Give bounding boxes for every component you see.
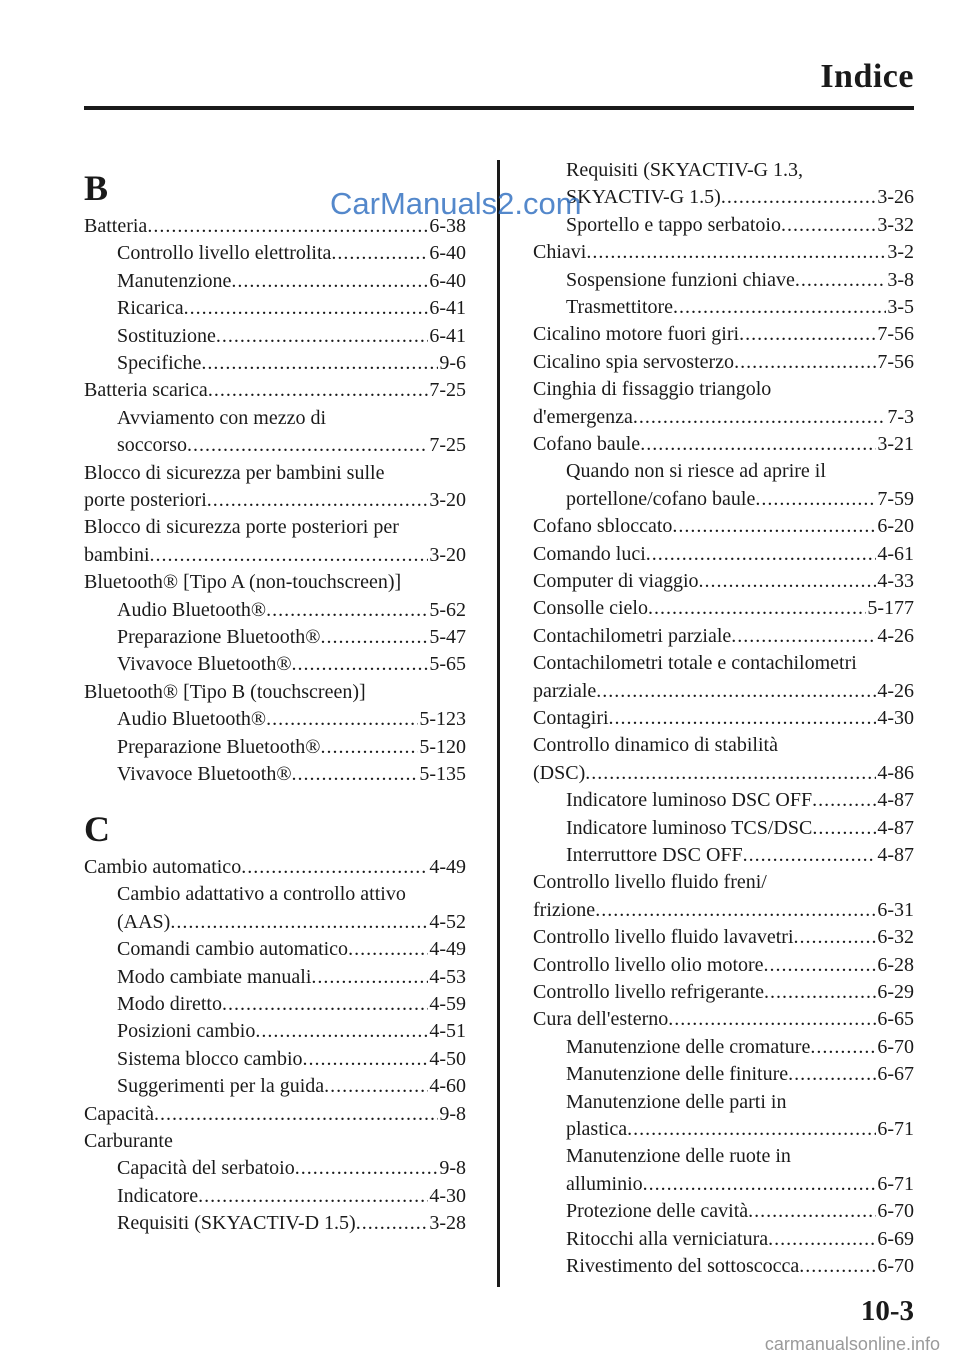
- entry-text: Controllo livello elettrolita: [117, 242, 332, 264]
- entry-text: Sportello e tappo serbatoio: [566, 214, 781, 236]
- entry-page-ref: 6-38: [429, 215, 466, 237]
- entry-text: Cofano baule: [533, 433, 641, 455]
- entry-page-ref: 4-30: [877, 707, 914, 729]
- entry-text: parziale: [533, 680, 597, 702]
- entry-page-ref: 4-60: [429, 1075, 466, 1097]
- entry-text: porte posteriori: [84, 489, 207, 511]
- index-subentry: [566, 787, 914, 814]
- entry-text: Manutenzione: [117, 270, 232, 292]
- entry-page-ref: 6-41: [429, 325, 466, 347]
- entry-text: Indicatore luminoso DSC OFF: [566, 789, 813, 811]
- entry-text: Chiavi: [533, 241, 587, 263]
- index-entry: [84, 1128, 466, 1155]
- entry-page-ref: 6-29: [877, 981, 914, 1003]
- entry-text: Vivavoce Bluetooth®: [117, 763, 292, 785]
- entry-page-ref: 3-21: [877, 433, 914, 455]
- entry-text: Ritocchi alla verniciatura: [566, 1228, 769, 1250]
- entry-text: Preparazione Bluetooth®: [117, 626, 321, 648]
- dot-leader: [187, 432, 428, 459]
- dot-leader: [170, 909, 428, 936]
- entry-text: Batteria: [84, 215, 148, 237]
- index-subentry: [566, 458, 914, 485]
- entry-page-ref: 3-20: [429, 489, 466, 511]
- entry-page-ref: 9-8: [439, 1103, 466, 1125]
- entry-text: Controllo livello refrigerante: [533, 981, 765, 1003]
- page-number: 10-3: [860, 1295, 914, 1327]
- dot-leader: [198, 1183, 428, 1210]
- entry-text: Cinghia di fissaggio triangolo: [533, 378, 772, 400]
- entry-text: Comandi cambio automatico: [117, 938, 349, 960]
- index-entry: [84, 1101, 466, 1128]
- entry-text: Interruttore DSC OFF: [566, 844, 743, 866]
- entry-text: Cicalino spia servosterzo: [533, 351, 735, 373]
- index-subentry: [566, 1226, 914, 1253]
- entry-page-ref: 4-87: [877, 817, 914, 839]
- entry-text: Rivestimento del sottoscocca: [566, 1255, 800, 1277]
- index-subentry: [117, 964, 466, 991]
- dot-leader: [295, 1155, 439, 1182]
- entry-page-ref: 9-8: [439, 1157, 466, 1179]
- index-entry: [84, 377, 466, 404]
- entry-page-ref: 7-25: [429, 434, 466, 456]
- index-subentry: [566, 294, 914, 321]
- index-subentry: [117, 1073, 466, 1100]
- entry-page-ref: 6-28: [877, 954, 914, 976]
- dot-leader: [731, 623, 876, 650]
- dot-leader: [812, 787, 876, 814]
- dot-leader: [320, 734, 418, 761]
- entry-page-ref: 4-87: [877, 789, 914, 811]
- dot-leader: [755, 486, 876, 513]
- entry-text: Cambio automatico: [84, 856, 242, 878]
- entry-text: Consolle cielo: [533, 597, 648, 619]
- entry-page-ref: 6-69: [877, 1228, 914, 1250]
- entry-page-ref: 3-28: [429, 1212, 466, 1234]
- index-subentry: [117, 1155, 466, 1182]
- entry-text: frizione: [533, 899, 596, 921]
- dot-leader: [184, 295, 429, 322]
- entry-text: Comando luci: [533, 543, 646, 565]
- index-entry: [533, 431, 914, 458]
- entry-page-ref: 7-25: [429, 379, 466, 401]
- entry-text: Specifiche: [117, 352, 202, 374]
- index-subentry: [566, 1034, 914, 1061]
- entry-text: Modo cambiate manuali: [117, 966, 312, 988]
- index-subentry: [117, 734, 466, 761]
- entry-text: Requisiti (SKYACTIV-G 1.3,: [566, 159, 804, 181]
- entry-text: Cofano sbloccato: [533, 515, 673, 537]
- index-entry: [533, 376, 914, 403]
- index-subentry: [566, 1061, 914, 1088]
- entry-page-ref: 6-40: [429, 242, 466, 264]
- entry-text: Avviamento con mezzo di: [117, 407, 327, 429]
- index-subentry: [117, 1018, 466, 1045]
- entry-text: Contachilometri totale e contachilometri: [533, 652, 857, 674]
- entry-text: (DSC): [533, 762, 586, 784]
- entry-text: Cura dell'esterno: [533, 1008, 669, 1030]
- index-entry: [533, 404, 914, 431]
- entry-page-ref: 5-47: [429, 626, 466, 648]
- entry-text: Contagiri: [533, 707, 609, 729]
- entry-text: Sospensione funzioni chiave: [566, 269, 795, 291]
- entry-text: Vivavoce Bluetooth®: [117, 653, 292, 675]
- entry-text: alluminio: [566, 1173, 643, 1195]
- dot-leader: [781, 212, 876, 239]
- dot-leader: [748, 1198, 876, 1225]
- entry-text: Capacità: [84, 1103, 154, 1125]
- entry-text: Controllo livello fluido lavavetri: [533, 926, 794, 948]
- entry-text: Sostituzione: [117, 325, 216, 347]
- entry-page-ref: 9-6: [439, 352, 466, 374]
- entry-page-ref: 4-52: [429, 911, 466, 933]
- entry-text: Ricarica: [117, 297, 184, 319]
- index-entry: [533, 595, 914, 622]
- index-subentry: [117, 350, 466, 377]
- dot-leader: [799, 1253, 876, 1280]
- dot-leader: [586, 239, 886, 266]
- index-entry: [533, 705, 914, 732]
- entry-text: Carburante: [84, 1130, 173, 1152]
- dot-leader: [331, 240, 428, 267]
- entry-page-ref: 3-26: [877, 186, 914, 208]
- index-entry: [533, 1006, 914, 1033]
- entry-text: Manutenzione delle ruote in: [566, 1145, 791, 1167]
- entry-page-ref: 4-50: [429, 1048, 466, 1070]
- entry-page-ref: 4-51: [429, 1020, 466, 1042]
- entry-text: Computer di viaggio: [533, 570, 699, 592]
- index-entry: [533, 869, 914, 896]
- dot-leader: [699, 568, 877, 595]
- entry-page-ref: 4-30: [429, 1185, 466, 1207]
- entry-page-ref: 6-40: [429, 270, 466, 292]
- index-subentry: [117, 1046, 466, 1073]
- dot-leader: [609, 705, 877, 732]
- entry-text: Indicatore luminoso TCS/DSC: [566, 817, 813, 839]
- index-entry: [533, 760, 914, 787]
- entry-page-ref: 5-65: [429, 653, 466, 675]
- entry-text: Blocco di sicurezza per bambini sulle: [84, 462, 385, 484]
- index-subentry: [566, 1143, 914, 1170]
- index-subentry: [566, 1198, 914, 1225]
- entry-page-ref: 6-71: [877, 1173, 914, 1195]
- entry-text: Cicalino motore fuori giri: [533, 323, 740, 345]
- index-entry: [533, 623, 914, 650]
- index-entry: [533, 650, 914, 677]
- entry-text: Contachilometri parziale: [533, 625, 732, 647]
- dot-leader: [231, 268, 428, 295]
- dot-leader: [303, 1046, 429, 1073]
- index-subentry: [117, 240, 466, 267]
- index-entry: [84, 679, 466, 706]
- entry-text: Manutenzione delle parti in: [566, 1091, 787, 1113]
- entry-page-ref: 6-71: [877, 1118, 914, 1140]
- dot-leader: [208, 377, 429, 404]
- entry-text: Quando non si riesce ad aprire il: [566, 460, 826, 482]
- index-subentry: [566, 157, 914, 184]
- dot-leader: [292, 761, 419, 788]
- entry-text: Batteria scarica: [84, 379, 208, 401]
- dot-leader: [739, 321, 876, 348]
- index-subentry: [117, 268, 466, 295]
- entry-text: Audio Bluetooth®: [117, 708, 267, 730]
- entry-text: Protezione delle cavità: [566, 1200, 749, 1222]
- dot-leader: [721, 184, 877, 211]
- index-subentry: [117, 761, 466, 788]
- entry-page-ref: 4-86: [877, 762, 914, 784]
- entry-page-ref: 3-20: [429, 544, 466, 566]
- index-subentry: [566, 267, 914, 294]
- dot-leader: [672, 513, 876, 540]
- entry-page-ref: 7-56: [877, 351, 914, 373]
- dot-leader: [356, 1210, 429, 1237]
- dot-leader: [640, 431, 876, 458]
- dot-leader: [201, 350, 438, 377]
- entry-text: Controllo livello fluido freni/: [533, 871, 767, 893]
- dot-leader: [585, 760, 876, 787]
- entry-text: SKYACTIV-G 1.5): [566, 186, 721, 208]
- dot-leader: [788, 1061, 876, 1088]
- entry-page-ref: 5-123: [419, 708, 466, 730]
- entry-text: Posizioni cambio: [117, 1020, 256, 1042]
- entry-page-ref: 3-8: [887, 269, 914, 291]
- entry-page-ref: 5-135: [419, 763, 466, 785]
- index-subentry: [117, 1210, 466, 1237]
- footer-watermark: carmanualsonline.info: [764, 1334, 940, 1354]
- index-entry: [533, 979, 914, 1006]
- dot-leader: [764, 979, 876, 1006]
- entry-page-ref: 6-32: [877, 926, 914, 948]
- entry-text: Sistema blocco cambio: [117, 1048, 303, 1070]
- dot-leader: [207, 487, 429, 514]
- dot-leader: [266, 597, 428, 624]
- dot-leader: [222, 991, 428, 1018]
- entry-text: Cambio adattativo a controllo attivo: [117, 883, 406, 905]
- index-entry: [84, 854, 466, 881]
- entry-page-ref: 4-59: [429, 993, 466, 1015]
- index-subentry: [117, 624, 466, 651]
- dot-leader: [216, 323, 428, 350]
- entry-page-ref: 6-31: [877, 899, 914, 921]
- entry-page-ref: 7-56: [877, 323, 914, 345]
- dot-leader: [150, 542, 429, 569]
- entry-text: soccorso: [117, 434, 187, 456]
- header-rule: [84, 106, 914, 110]
- index-entry: [84, 569, 466, 596]
- index-subentry: [117, 651, 466, 678]
- entry-page-ref: 3-2: [887, 241, 914, 263]
- index-entry: [533, 897, 914, 924]
- index-subentry: [566, 1116, 914, 1143]
- index-entry: [533, 678, 914, 705]
- dot-leader: [311, 964, 428, 991]
- index-subentry: [117, 295, 466, 322]
- dot-leader: [794, 924, 877, 951]
- index-entry: [533, 924, 914, 951]
- entry-text: Trasmettitore: [566, 296, 674, 318]
- index-subentry: [566, 212, 914, 239]
- dot-leader: [673, 294, 886, 321]
- entry-page-ref: 6-70: [877, 1200, 914, 1222]
- entry-page-ref: 4-33: [877, 570, 914, 592]
- entry-page-ref: 4-26: [877, 680, 914, 702]
- dot-leader: [812, 815, 876, 842]
- index-subentry: [117, 1183, 466, 1210]
- entry-text: Capacità del serbatoio: [117, 1157, 295, 1179]
- index-entry: [84, 542, 466, 569]
- index-entry: [533, 952, 914, 979]
- section-letter-b: B: [84, 168, 109, 208]
- entry-text: portellone/cofano baule: [566, 488, 756, 510]
- entry-page-ref: 4-53: [429, 966, 466, 988]
- entry-text: Manutenzione delle cromature: [566, 1036, 811, 1058]
- index-subentry: [117, 405, 466, 432]
- index-subentry: [117, 881, 466, 908]
- entry-text: Controllo dinamico di stabilità: [533, 734, 778, 756]
- entry-text: d'emergenza: [533, 406, 633, 428]
- dot-leader: [646, 541, 877, 568]
- entry-text: bambini: [84, 544, 150, 566]
- index-subentry: [566, 486, 914, 513]
- dot-leader: [596, 678, 876, 705]
- entry-text: Preparazione Bluetooth®: [117, 736, 321, 758]
- entry-text: Modo diretto: [117, 993, 222, 1015]
- index-entry: [533, 568, 914, 595]
- entry-text: Suggerimenti per la guida: [117, 1075, 325, 1097]
- entry-text: Indicatore: [117, 1185, 199, 1207]
- dot-leader: [633, 404, 886, 431]
- dot-leader: [320, 624, 428, 651]
- index-entry: [84, 514, 466, 541]
- index-entry: [533, 513, 914, 540]
- dot-leader: [324, 1073, 428, 1100]
- index-subentry: [117, 991, 466, 1018]
- dot-leader: [734, 349, 876, 376]
- index-subentry: [117, 706, 466, 733]
- dot-leader: [648, 595, 866, 622]
- entry-text: Requisiti (SKYACTIV-D 1.5): [117, 1212, 356, 1234]
- entry-text: Bluetooth® [Tipo B (touchscreen)]: [84, 681, 366, 703]
- dot-leader: [595, 897, 876, 924]
- index-subentry: [117, 909, 466, 936]
- dot-leader: [627, 1116, 876, 1143]
- dot-leader: [154, 1101, 438, 1128]
- entry-text: Bluetooth® [Tipo A (non-touchscreen)]: [84, 571, 402, 593]
- index-entry: [533, 349, 914, 376]
- entry-text: Blocco di sicurezza porte posteriori per: [84, 516, 399, 538]
- index-entry: [533, 239, 914, 266]
- index-entry: [533, 732, 914, 759]
- entry-page-ref: 6-41: [429, 297, 466, 319]
- dot-leader: [241, 854, 428, 881]
- entry-text: (AAS): [117, 911, 171, 933]
- entry-page-ref: 6-67: [877, 1063, 914, 1085]
- index-subentry: [117, 936, 466, 963]
- entry-page-ref: 3-5: [887, 296, 914, 318]
- entry-page-ref: 4-49: [429, 856, 466, 878]
- index-entry: [84, 487, 466, 514]
- watermark: CarManuals2.com: [330, 186, 582, 221]
- entry-page-ref: 4-49: [429, 938, 466, 960]
- entry-text: Audio Bluetooth®: [117, 599, 267, 621]
- entry-page-ref: 5-62: [429, 599, 466, 621]
- entry-page-ref: 4-61: [877, 543, 914, 565]
- index-entry: [84, 460, 466, 487]
- index-subentry: [117, 323, 466, 350]
- entry-page-ref: 7-3: [887, 406, 914, 428]
- index-subentry: [566, 184, 914, 211]
- dot-leader: [292, 651, 429, 678]
- dot-leader: [668, 1006, 876, 1033]
- dot-leader: [810, 1034, 876, 1061]
- index-subentry: [566, 1171, 914, 1198]
- dot-leader: [768, 1226, 876, 1253]
- index-subentry: [566, 1089, 914, 1116]
- entry-page-ref: 5-120: [419, 736, 466, 758]
- entry-text: Manutenzione delle finiture: [566, 1063, 789, 1085]
- dot-leader: [643, 1171, 877, 1198]
- entry-page-ref: 4-26: [877, 625, 914, 647]
- section-letter-c: C: [84, 809, 110, 849]
- index-subentry: [566, 815, 914, 842]
- dot-leader: [255, 1018, 428, 1045]
- index-subentry: [566, 1253, 914, 1280]
- entry-page-ref: 6-65: [877, 1008, 914, 1030]
- entry-page-ref: 4-87: [877, 844, 914, 866]
- dot-leader: [795, 267, 886, 294]
- index-subentry: [566, 842, 914, 869]
- index-entry: [533, 541, 914, 568]
- dot-leader: [348, 936, 428, 963]
- entry-text: plastica: [566, 1118, 628, 1140]
- entry-text: Controllo livello olio motore: [533, 954, 764, 976]
- entry-page-ref: 6-20: [877, 515, 914, 537]
- page-title: Indice: [820, 58, 914, 95]
- index-subentry: [117, 597, 466, 624]
- entry-page-ref: 6-70: [877, 1036, 914, 1058]
- entry-page-ref: 7-59: [877, 488, 914, 510]
- column-divider: [497, 160, 500, 1287]
- entry-page-ref: 6-70: [877, 1255, 914, 1277]
- dot-leader: [266, 706, 418, 733]
- entry-page-ref: 5-177: [867, 597, 914, 619]
- index-entry: [533, 321, 914, 348]
- dot-leader: [743, 842, 877, 869]
- entry-page-ref: 3-32: [877, 214, 914, 236]
- index-subentry: [117, 432, 466, 459]
- dot-leader: [764, 952, 877, 979]
